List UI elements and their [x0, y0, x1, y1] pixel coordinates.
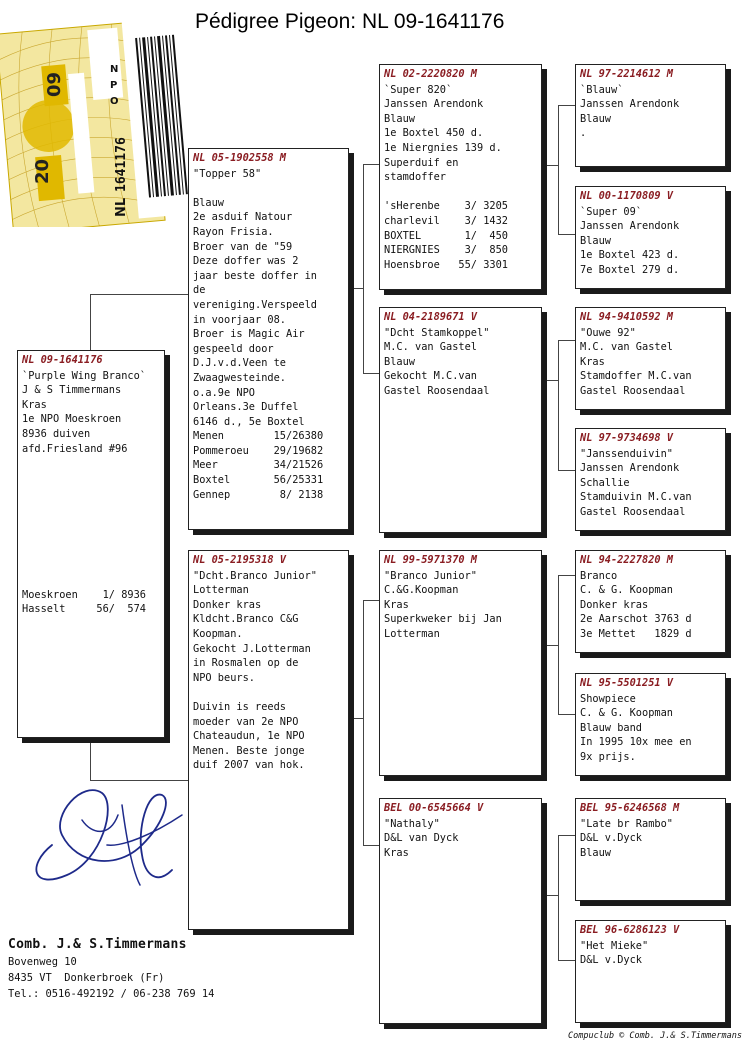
- pigeon-card-dam-dam-sire: [575, 798, 726, 901]
- pigeon-info-line: [22, 485, 160, 500]
- phone-line: Tel.: 0516-492192 / 06-238 769 14: [8, 988, 215, 1000]
- ring-number: NL 09-1641176: [22, 354, 103, 366]
- pigeon-info-line: Kras: [22, 398, 47, 411]
- pigeon-info-line: Branco: [580, 569, 618, 582]
- pigeon-info-line: M.C. van Gastel: [384, 341, 477, 354]
- pigeon-card-dam-dam: [379, 798, 542, 1024]
- pigeon-info-line: Lotterman: [384, 627, 440, 640]
- pigeon-card-sire-dam-dam: [575, 428, 726, 531]
- pigeon-info-line: jaar beste doffer in: [193, 269, 317, 282]
- address-line-1: Bovenweg 10: [8, 956, 77, 968]
- pigeon-info-line: Stamdoffer M.C.van: [580, 370, 692, 383]
- ring-number: NL 94-9410592 M: [580, 311, 673, 323]
- pigeon-info-line: D&L v.Dyck: [580, 954, 642, 967]
- pigeon-card-sire-sire-sire: [575, 64, 726, 167]
- stamp-country: NL: [114, 197, 129, 217]
- ring-number: NL 05-1902558 M: [193, 152, 286, 164]
- pigeon-info-line: Gastel Roosendaal: [384, 384, 490, 397]
- connector: [558, 575, 576, 576]
- connector: [543, 380, 559, 381]
- pigeon-info-line: Orleans.3e Duffel: [193, 401, 299, 414]
- pigeon-info-line: Schallie: [580, 476, 630, 489]
- pigeon-info-line: Kras: [580, 355, 605, 368]
- ring-number: NL 97-2214612 M: [580, 68, 673, 80]
- connector: [363, 600, 379, 601]
- pigeon-info-line: [22, 515, 160, 530]
- ring-number: NL 94-2227820 M: [580, 554, 673, 566]
- pigeon-info-line: Boxtel 56/25331: [193, 474, 324, 487]
- signature: [22, 775, 192, 895]
- pigeon-info-line: Broer van de "59: [193, 240, 293, 253]
- pigeon-info-line: Blauw: [193, 196, 224, 209]
- pigeon-info-line: Moeskroen 1/ 8936: [22, 588, 146, 601]
- pigeon-info-line: Janssen Arendonk: [384, 98, 484, 111]
- pigeon-info-line: D&L v.Dyck: [580, 832, 642, 845]
- pigeon-info-line: Superkweker bij Jan: [384, 613, 502, 626]
- pigeon-info-line: Broer is Magic Air: [193, 328, 305, 341]
- pigeon-info-line: `Purple Wing Branco`: [22, 369, 146, 382]
- pigeon-info-line: M.C. van Gastel: [580, 341, 673, 354]
- pigeon-info-line: "Janssenduivin": [580, 447, 673, 460]
- pigeon-info-line: 1e Boxtel 450 d.: [384, 127, 484, 140]
- connector: [363, 373, 379, 374]
- pigeon-info-line: [22, 558, 160, 573]
- pigeon-info-line: Menen. Beste jonge: [193, 744, 305, 757]
- pigeon-info-line: [193, 181, 344, 196]
- connector: [558, 340, 576, 341]
- pigeon-card-sire-sire-dam: [575, 186, 726, 289]
- ring-number: NL 97-9734698 V: [580, 432, 673, 444]
- connector: [350, 718, 364, 719]
- pigeon-info-line: [22, 544, 160, 559]
- pigeon-info-line: "Ouwe 92": [580, 326, 636, 339]
- connector: [558, 105, 559, 235]
- pigeon-info-line: Donker kras: [580, 598, 649, 611]
- pigeon-card-main: [17, 350, 165, 738]
- pigeon-info-line: Blauw: [580, 846, 611, 859]
- pigeon-info-line: Koopman.: [193, 627, 243, 640]
- owner-name: Comb. J.& S.Timmermans: [8, 937, 187, 952]
- pigeon-info-line: [22, 500, 160, 515]
- connector: [90, 294, 188, 295]
- pigeon-info-line: Janssen Arendonk: [580, 462, 680, 475]
- pigeon-info-line: in Rosmalen op de: [193, 657, 299, 670]
- pigeon-info-line: "Topper 58": [193, 167, 262, 180]
- pigeon-info-line: Gekocht J.Lotterman: [193, 642, 311, 655]
- pigeon-info-line: Kras: [384, 598, 409, 611]
- pigeon-info-line: "Branco Junior": [384, 569, 477, 582]
- pigeon-info-line: Blauw: [580, 234, 611, 247]
- pigeon-info-line: D&L van Dyck: [384, 832, 459, 845]
- ring-number: NL 02-2220820 M: [384, 68, 477, 80]
- pigeon-info-line: Hasselt 56/ 574: [22, 603, 146, 616]
- pigeon-info-line: [22, 573, 160, 588]
- pigeon-info-line: o.a.9e NPO: [193, 386, 255, 399]
- ring-number: NL 99-5971370 M: [384, 554, 477, 566]
- pigeon-info-line: NPO beurs.: [193, 671, 255, 684]
- pigeon-info-line: charlevil 3/ 1432: [384, 214, 508, 227]
- pigeon-info-line: Hoensbroe 55/ 3301: [384, 258, 508, 271]
- connector: [558, 470, 576, 471]
- pigeon-card-sire-dam: [379, 307, 542, 533]
- pigeon-info-line: Menen 15/26380: [193, 430, 324, 443]
- pigeon-info-line: "Nathaly": [384, 817, 440, 830]
- stamp-number: 1641176: [114, 137, 129, 192]
- pigeon-info-line: J & S Timmermans: [22, 384, 122, 397]
- pigeon-info-line: C.&G.Koopman: [384, 584, 459, 597]
- connector: [90, 294, 91, 352]
- pigeon-info-line: stamdoffer: [384, 171, 446, 184]
- pigeon-info-line: C. & G. Koopman: [580, 584, 673, 597]
- pigeon-info-line: [193, 685, 344, 700]
- stamp-year-left: 20: [32, 158, 53, 184]
- connector: [558, 234, 576, 235]
- pigeon-info-line: Janssen Arendonk: [580, 98, 680, 111]
- connector: [558, 340, 559, 470]
- pigeon-info-line: Donker kras: [193, 598, 262, 611]
- pigeon-info-line: duif 2007 van hok.: [193, 759, 305, 772]
- pigeon-info-line: Kldcht.Branco C&G: [193, 613, 299, 626]
- stamp-letter-n: N: [110, 64, 119, 75]
- pigeon-info-line: C. & G. Koopman: [580, 707, 673, 720]
- pigeon-info-line: Stamduivin M.C.van: [580, 491, 692, 504]
- pigeon-info-line: Gastel Roosendaal: [580, 384, 686, 397]
- pigeon-info-line: Blauw: [384, 112, 415, 125]
- pigeon-info-line: Blauw: [384, 355, 415, 368]
- pigeon-info-line: Kras: [384, 846, 409, 859]
- pigeon-info-line: 8936 duiven: [22, 427, 91, 440]
- page-title: Pédigree Pigeon: NL 09-1641176: [195, 10, 505, 33]
- ring-number: NL 95-5501251 V: [580, 677, 673, 689]
- pigeon-info-line: Gennep 8/ 2138: [193, 488, 324, 501]
- pigeon-info-line: Duivin is reeds: [193, 700, 286, 713]
- pigeon-card-dam-sire-dam: [575, 673, 726, 776]
- connector: [558, 835, 576, 836]
- ring-number: NL 00-1170809 V: [580, 190, 673, 202]
- connector: [543, 165, 559, 166]
- connector: [363, 164, 379, 165]
- pigeon-info-line: 1e NPO Moeskroen: [22, 413, 122, 426]
- pigeon-info-line: Gekocht M.C.van: [384, 370, 477, 383]
- stamp-year-right: 09: [44, 71, 65, 97]
- pigeon-info-line: 3e Mettet 1829 d: [580, 627, 692, 640]
- stamp-letter-p: P: [110, 80, 118, 91]
- connector: [558, 105, 576, 106]
- connector: [350, 288, 364, 289]
- connector: [363, 600, 364, 845]
- pigeon-info-line: "Dcht.Branco Junior": [193, 569, 317, 582]
- pigeon-info-line: 6146 d., 5e Boxtel: [193, 415, 305, 428]
- pigeon-info-line: D.J.v.d.Veen te: [193, 357, 286, 370]
- pigeon-info-line: 'sHerenbe 3/ 3205: [384, 200, 508, 213]
- pigeon-info-line: Superduif en: [384, 156, 459, 169]
- credit-text: Compuclub © Comb. J.& S.Timmermans: [568, 1031, 742, 1041]
- pigeon-card-dam-sire-sire: [575, 550, 726, 653]
- pigeon-info-line: in voorjaar 08.: [193, 313, 286, 326]
- pigeon-info-line: 7e Boxtel 279 d.: [580, 263, 680, 276]
- pigeon-info-line: .: [580, 127, 587, 140]
- pigeon-info-line: Meer 34/21526: [193, 459, 324, 472]
- pigeon-info-line: 2e Aarschot 3763 d: [580, 613, 692, 626]
- pigeon-info-line: "Late br Rambo": [580, 817, 673, 830]
- stamp-letter-o: O: [110, 96, 119, 107]
- pigeon-info-line: vereniging.Verspeeld: [193, 298, 317, 311]
- connector: [363, 164, 364, 374]
- pigeon-info-line: [22, 471, 160, 486]
- ring-number: BEL 96-6286123 V: [580, 924, 680, 936]
- pigeon-info-line: Blauw band: [580, 721, 642, 734]
- pigeon-info-line: Rayon Frisia.: [193, 225, 274, 238]
- pigeon-info-line: In 1995 10x mee en: [580, 736, 692, 749]
- pigeon-info-line: de: [193, 284, 206, 297]
- pigeon-info-line: Pommeroeu 29/19682: [193, 444, 324, 457]
- connector: [558, 960, 576, 961]
- connector: [543, 645, 559, 646]
- pigeon-info-line: Lotterman: [193, 584, 249, 597]
- pigeon-info-line: Chateaudun, 1e NPO: [193, 730, 305, 743]
- pigeon-info-line: `Blauw`: [580, 83, 624, 96]
- pigeon-info-line: `Super 820`: [384, 83, 453, 96]
- pigeon-info-line: "Het Mieke": [580, 939, 649, 952]
- pigeon-info-line: Gastel Roosendaal: [580, 505, 686, 518]
- pigeon-info-line: Janssen Arendonk: [580, 220, 680, 233]
- pigeon-info-line: `Super 09`: [580, 205, 642, 218]
- pigeon-info-line: 9x prijs.: [580, 750, 636, 763]
- address-line-2: 8435 VT Donkerbroek (Fr): [8, 972, 165, 984]
- pigeon-info-line: [22, 529, 160, 544]
- ring-number: NL 04-2189671 V: [384, 311, 477, 323]
- connector: [558, 714, 576, 715]
- pigeon-info-line: BOXTEL 1/ 450: [384, 229, 508, 242]
- pigeon-info-line: 1e Niergnies 139 d.: [384, 141, 502, 154]
- pigeon-card-dam-sire: [379, 550, 542, 776]
- ring-number: BEL 00-6545664 V: [384, 802, 484, 814]
- pigeon-card-sire: [188, 148, 349, 530]
- pigeon-info-line: Zwaagwesteinde.: [193, 371, 286, 384]
- connector: [558, 835, 559, 960]
- pigeon-card-sire-dam-sire: [575, 307, 726, 410]
- pigeon-card-dam: [188, 550, 349, 930]
- pigeon-info-line: Blauw: [580, 112, 611, 125]
- pigeon-info-line: 1e Boxtel 423 d.: [580, 249, 680, 262]
- ring-stamp-image: [0, 12, 188, 227]
- pigeon-info-line: [384, 185, 537, 200]
- pigeon-info-line: moeder van 2e NPO: [193, 715, 299, 728]
- pigeon-info-line: gespeeld door: [193, 342, 274, 355]
- pigeon-info-line: 2e asduif Natour: [193, 211, 293, 224]
- pigeon-info-line: Showpiece: [580, 692, 636, 705]
- pigeon-info-line: Deze doffer was 2: [193, 255, 299, 268]
- ring-number: BEL 95-6246568 M: [580, 802, 680, 814]
- footer-address: [8, 936, 214, 1002]
- pigeon-info-line: afd.Friesland #96: [22, 442, 128, 455]
- connector: [363, 845, 379, 846]
- pigeon-info-line: NIERGNIES 3/ 850: [384, 244, 508, 257]
- pigeon-info-line: [22, 456, 160, 471]
- pigeon-card-dam-dam-dam: [575, 920, 726, 1023]
- pigeon-card-sire-sire: [379, 64, 542, 290]
- ring-number: NL 05-2195318 V: [193, 554, 286, 566]
- connector: [543, 895, 559, 896]
- pigeon-info-line: "Dcht Stamkoppel": [384, 326, 490, 339]
